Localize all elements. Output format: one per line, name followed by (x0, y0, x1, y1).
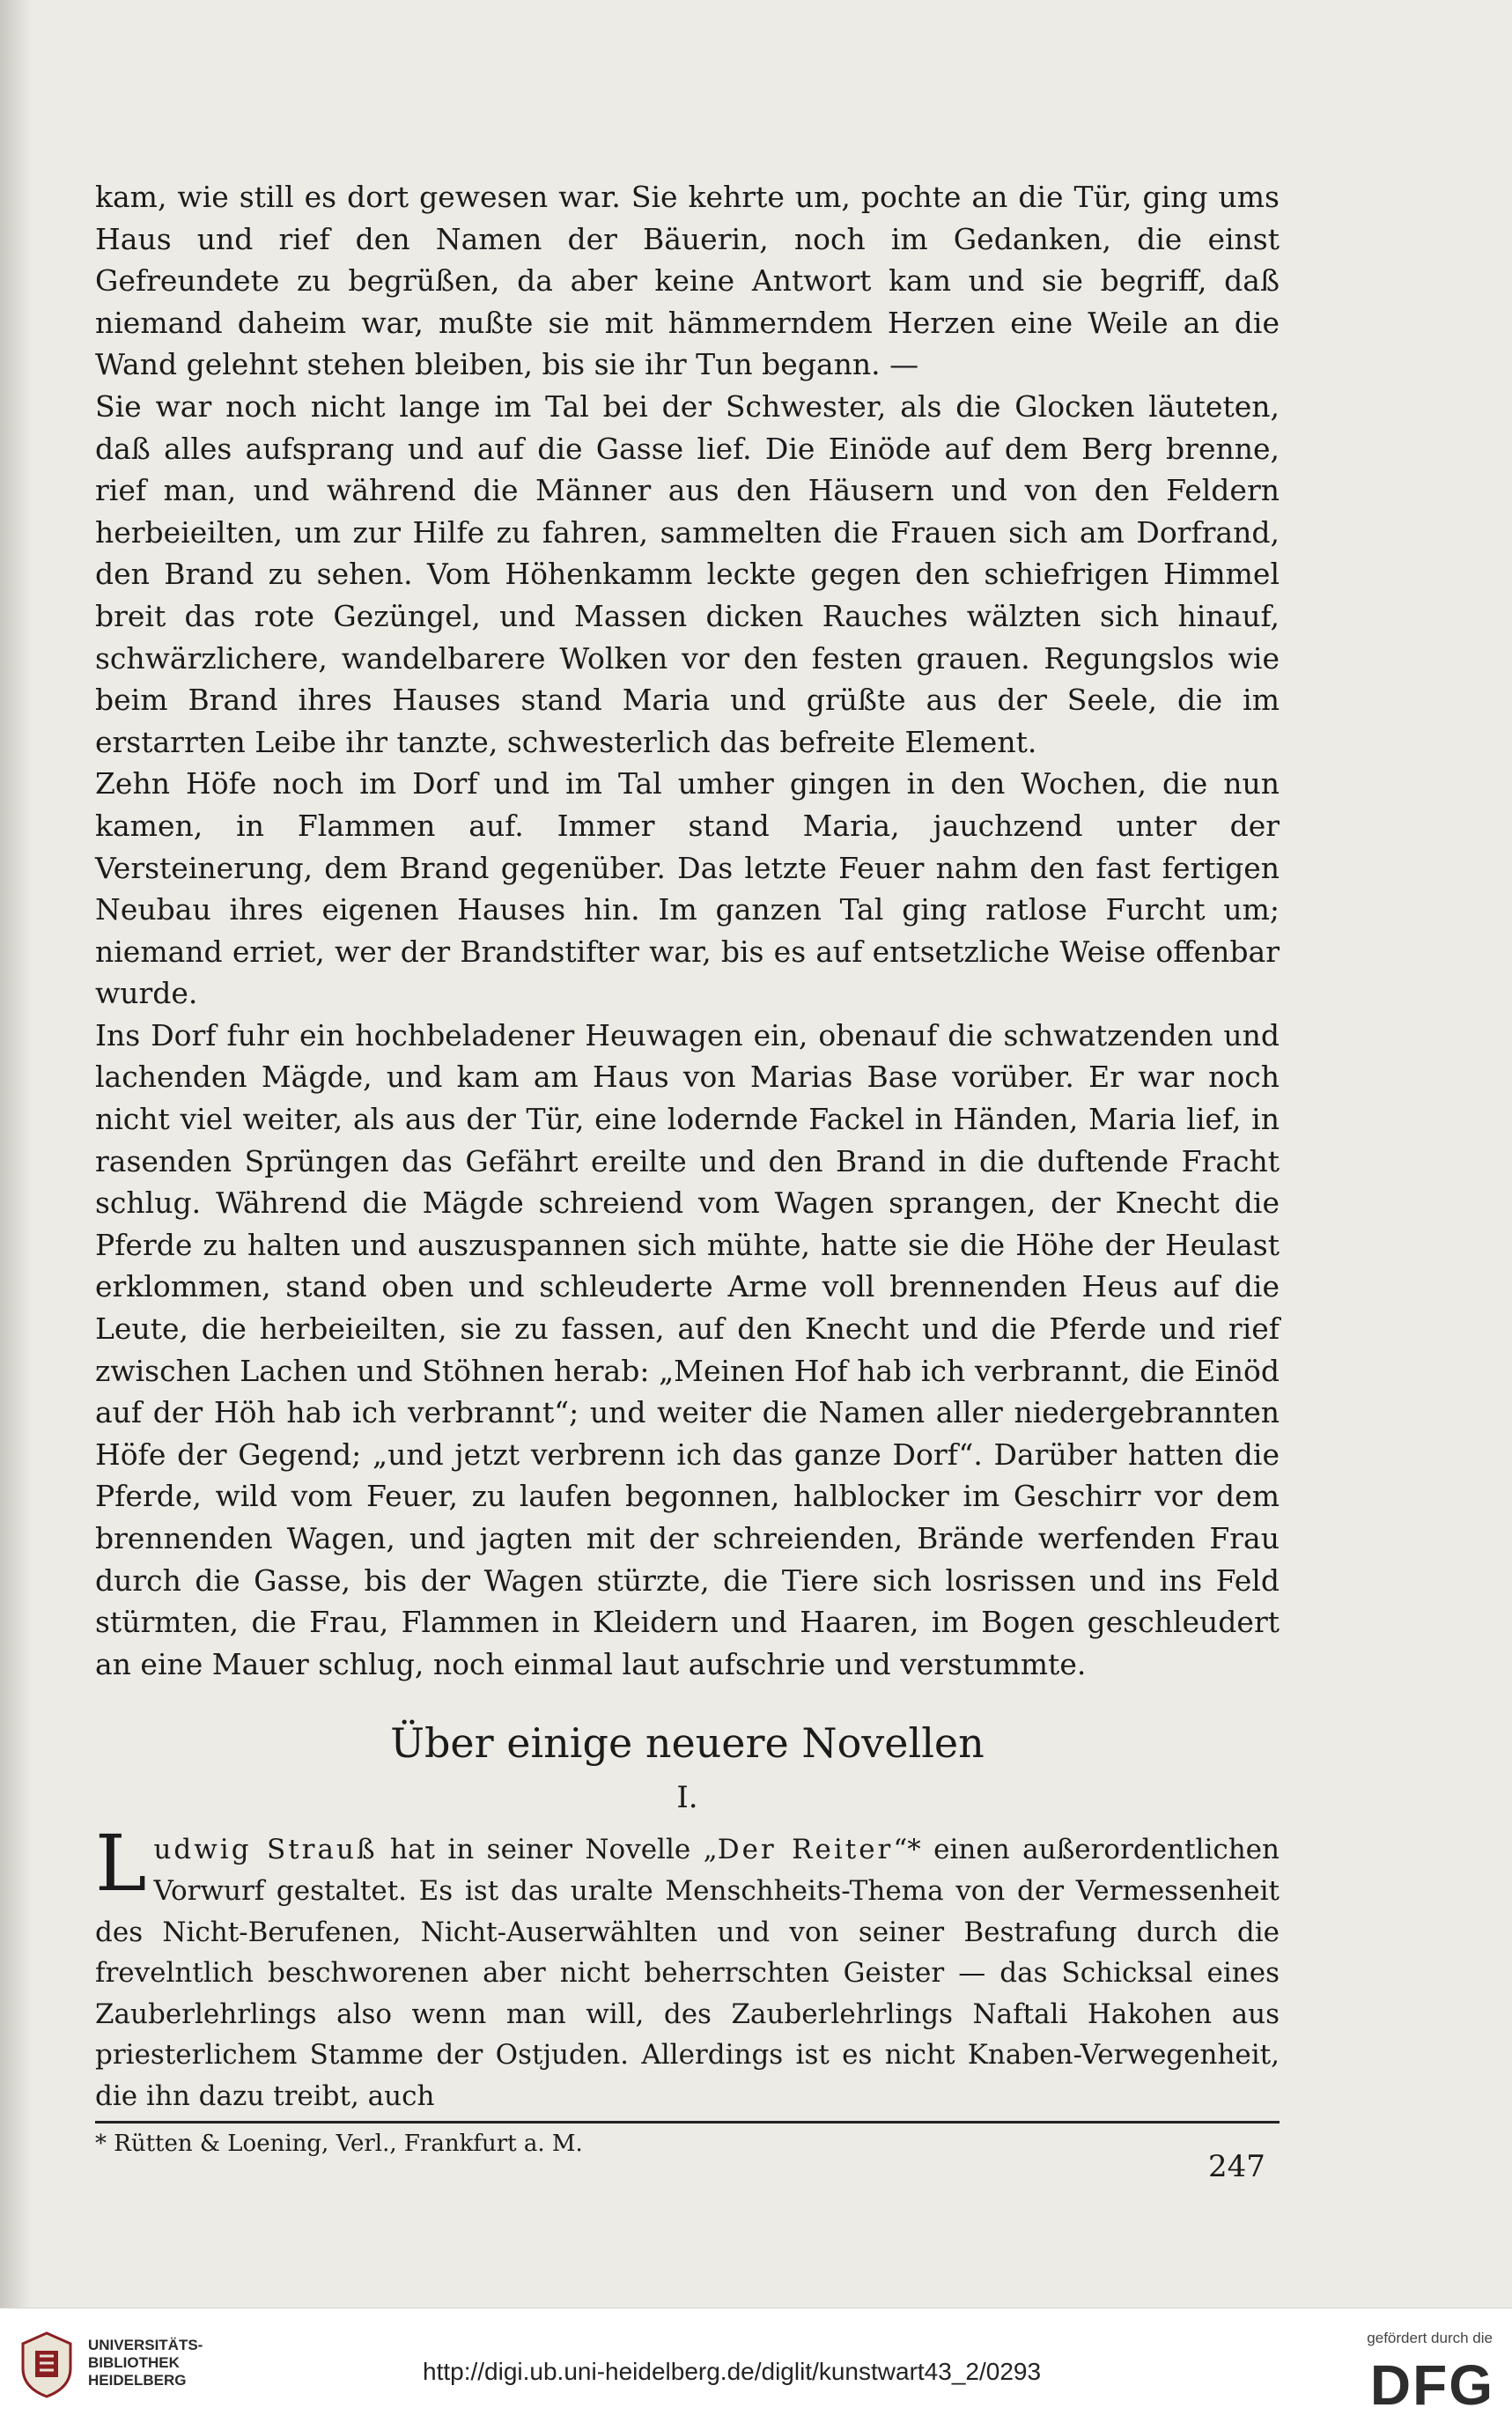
page-text (95, 176, 1280, 2159)
paragraph-2: Sie war noch nicht lange im Tal bei der Schwester, als die Glocken läuteten, daß alles aufsprang und auf die Gasse lief. Die Einöde auf dem Berg brenne, rief man, und während die Männer aus den Häusern und von den Feldern herbeieilten, um zur Hilfe zu fahren, sammelten die Frauen sich am Dorfrand, den Brand zu sehen. Vom Höhenkamm leckte gegen den schiefrigen Himmel breit das rote Gezüngel, und Massen dicken Rauches wälzten sich hinauf, schwärzlichere, wandelbarere Wolken vor den festen grauen. Regungslos wie beim Brand ihres Hauses stand Maria und grüßte aus der Seele, die im erstarrten Leibe ihr tanzte, schwesterlich das befreite Element. (95, 388, 1280, 759)
page-number: 247 (1208, 2149, 1265, 2184)
essay-text-rest: “* einen außerordentlichen Vorwurf gestaltet. Es ist das uralte Menschheits-Thema von der Vermessenheit des Nicht-Berufenen, Nicht-Auserwählten und von seiner Bestrafung durch die frevelntlich beschworenen aber nicht beherrschten Geister — das Schicksal eines Zauberlehrlings also wenn man will, des Zauberlehrlings Naftali Hakohen aus priesterlichem Stamme der Ostjuden. Allerdings ist es nicht Knaben-Verwegenheit, die ihn dazu treibt, auch (95, 1834, 1280, 2112)
institution-name: UNIVERSITÄTS- BIBLIOTHEK HEIDELBERG (88, 2337, 203, 2389)
section-title: Über einige neuere Novellen (390, 1719, 985, 1768)
book-gutter-shadow (0, 0, 32, 2308)
author-name: udwig Strauß (153, 1834, 378, 1866)
section-number: I. (676, 1780, 698, 1816)
footnote: * Rütten & Loening, Verl., Frankfurt a. M. (95, 2130, 583, 2157)
paragraph-1: kam, wie still es dort gewesen war. Sie kehrte um, pochte an die Tür, ging ums Haus und rief den Namen der Bäuerin, noch im Gedanken, die einst Gefreundete zu begrüßen, da aber keine Antwort kam und sie begriff, daß niemand daheim war, mußte sie mit hämmerndem Herzen eine Weile an die Wand gelehnt stehen bleiben, bis sie ihr Tun begann. — (95, 180, 1280, 382)
essay-paragraph (95, 1818, 1280, 2116)
funding-note: gefördert durch die (1367, 2330, 1493, 2346)
drop-cap: L (95, 1818, 147, 1909)
footnote-rule (95, 2121, 1280, 2123)
novella-title: Der Reiter (717, 1834, 894, 1866)
essay-text-lead: hat in seiner Novelle „ (377, 1834, 718, 1866)
digital-object-url[interactable]: http://digi.ub.uni-heidelberg.de/diglit/kunstwart43_2/0293 (423, 2358, 1042, 2385)
university-seal-icon (16, 2330, 77, 2398)
viewer-footer (0, 2308, 1512, 2430)
dfg-logo: DFG (1369, 2353, 1494, 2417)
paragraph-3: Zehn Höfe noch im Dorf und im Tal umher gingen in den Wochen, die nun kamen, in Flammen auf. Immer stand Maria, jauchzend unter der Versteinerung, dem Brand gegenüber. Das letzte Feuer nahm den fast fertigen Neubau ihres eigenen Hauses hin. Im ganzen Tal ging ratlose Furcht um; niemand erriet, wer der Brandstifter war, bis es auf entsetzliche Weise offenbar wurde. (95, 766, 1280, 1011)
paragraph-4: Ins Dorf fuhr ein hochbeladener Heuwagen ein, obenauf die schwatzenden und lachenden Mägde, und kam am Haus von Marias Base vorüber. Er war noch nicht viel weiter, als aus der Tür, eine lodernde Fackel in Händen, Maria lief, in rasenden Sprüngen das Gefährt ereilte und den Brand in die duftende Fracht schlug. Während die Mägde schreiend vom Wagen sprangen, der Knecht die Pferde zu halten und auszuspannen sich mühte, hatte sie die Höhe der Heulast erklommen, stand oben und schleuderte Arme voll brennenden Heus auf die Leute, die herbeieilten, sie zu fassen, auf den Knecht und die Pferde und rief zwischen Lachen und Stöhnen herab: „Meinen Hof hab ich verbrannt, die Einöd auf der Höh hab ich verbrannt“; und weiter die Namen aller niedergebrannten Höfe der Gegend; „und jetzt verbrenn ich das ganze Dorf“. Darüber hatten die Pferde, wild vom Feuer, zu laufen begonnen, halblocker im Geschirr vor dem brennenden Wagen, und jagten mit der schreienden, Brände werfenden Frau durch die Gasse, bis der Wagen stürzte, die Tiere sich losrissen und ins Feld stürmten, die Frau, Flammen in Kleidern und Haaren, im Bogen geschleudert an eine Mauer schlug, noch einmal laut aufschrie und verstummte. (95, 1017, 1280, 1681)
